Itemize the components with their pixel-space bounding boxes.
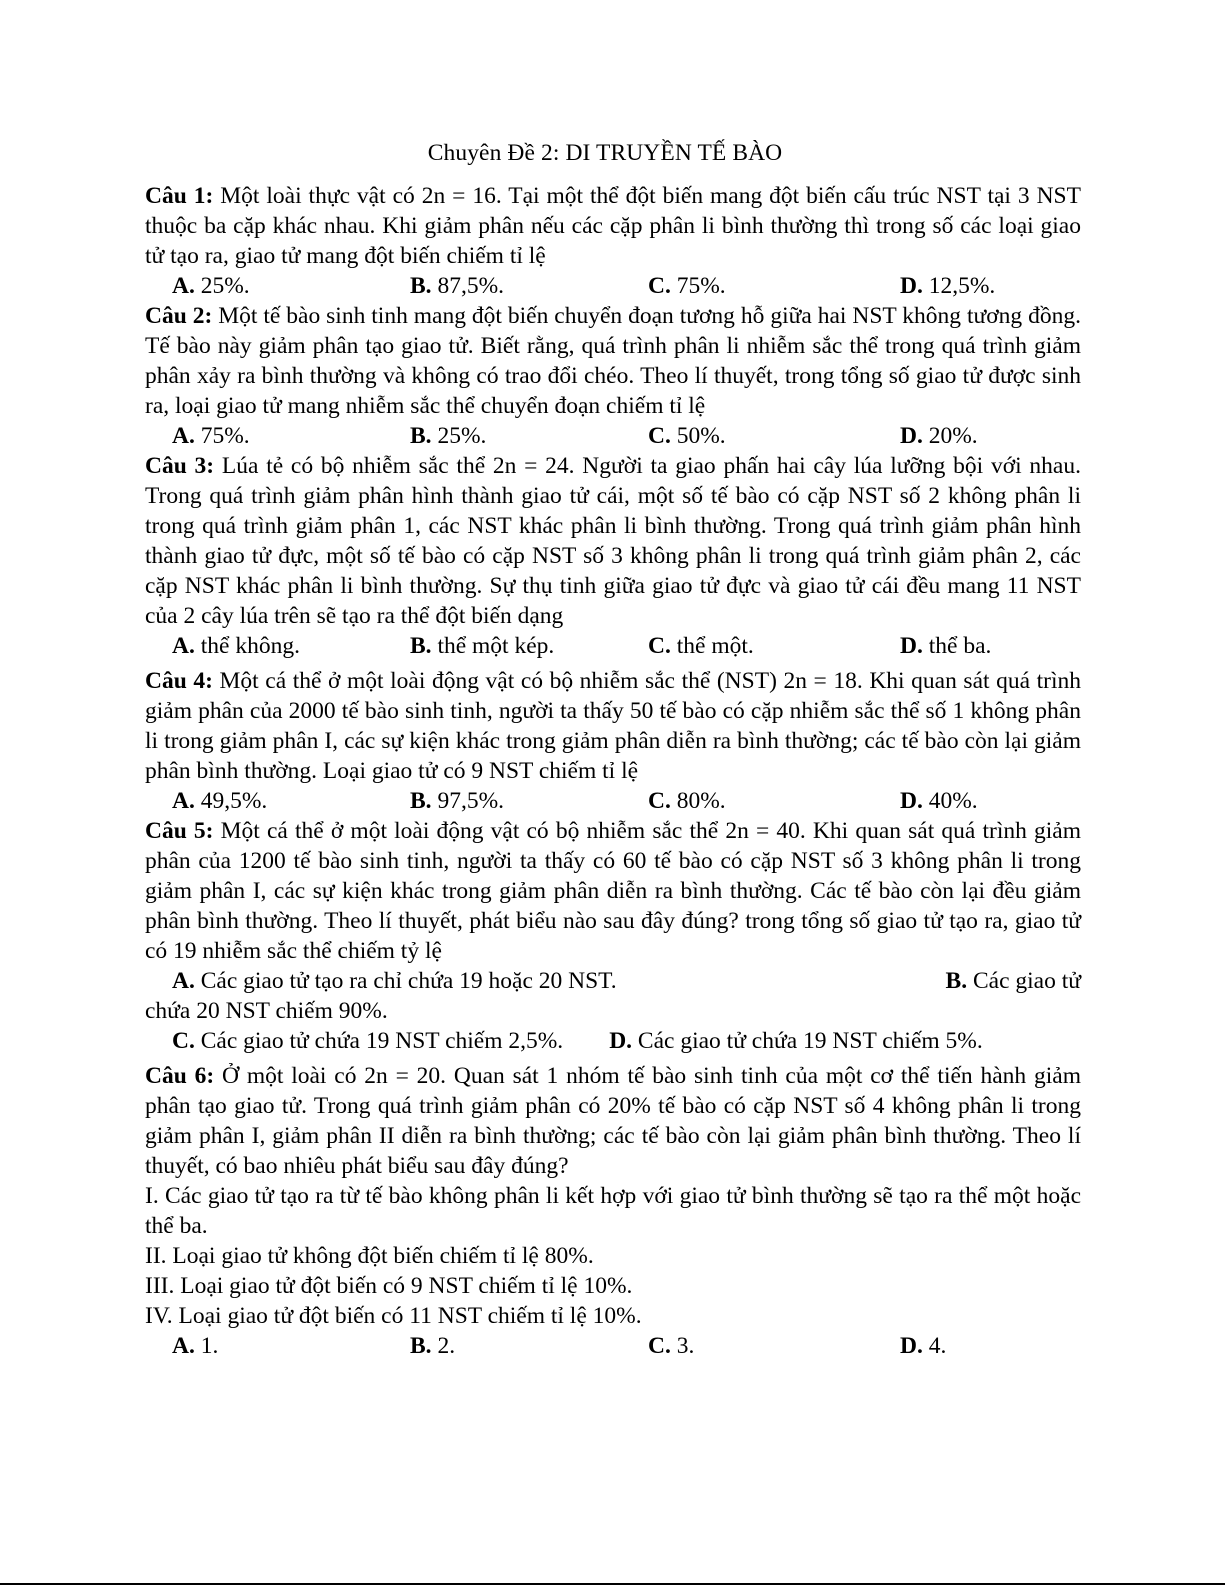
option-d bbox=[900, 271, 1090, 301]
option-c bbox=[648, 631, 900, 661]
option-b bbox=[946, 966, 1081, 996]
option-label: B. bbox=[410, 273, 432, 299]
question-label: Câu 6: bbox=[145, 1063, 215, 1089]
option-text: 50%. bbox=[670, 423, 726, 449]
option-text: 25%. bbox=[194, 273, 250, 299]
option-label: C. bbox=[648, 1333, 671, 1359]
statement-2: II. Loại giao tử không đột biến chiếm tỉ lệ 80%. bbox=[145, 1243, 594, 1269]
option-text: thể không. bbox=[194, 633, 300, 659]
option-c bbox=[648, 1331, 900, 1361]
option-d bbox=[900, 421, 1090, 451]
option-label: A. bbox=[172, 633, 195, 659]
question-label: Câu 5: bbox=[145, 818, 214, 844]
option-text: 4. bbox=[922, 1333, 947, 1359]
option-a bbox=[172, 966, 617, 996]
option-label: A. bbox=[172, 423, 195, 449]
option-a bbox=[172, 421, 410, 451]
option-text: 1. bbox=[194, 1333, 219, 1359]
option-a bbox=[172, 1331, 410, 1361]
option-text: 25%. bbox=[431, 423, 487, 449]
option-b bbox=[410, 1331, 648, 1361]
answer-options bbox=[145, 421, 1081, 451]
question-label: Câu 4: bbox=[145, 668, 213, 694]
question-label: Câu 3: bbox=[145, 453, 215, 479]
option-label: D. bbox=[900, 788, 923, 814]
option-label: D. bbox=[900, 273, 923, 299]
option-label: B. bbox=[410, 423, 432, 449]
option-b bbox=[410, 421, 648, 451]
option-label: C. bbox=[648, 633, 671, 659]
statement-1: I. Các giao tử tạo ra từ tế bào không phân li kết hợp với giao tử bình thường sẽ tạo ra thể một hoặc thể ba. bbox=[145, 1183, 1081, 1239]
option-b-continued: chứa 20 NST chiếm 90%. bbox=[145, 998, 388, 1024]
document-body bbox=[145, 138, 1081, 1361]
option-label: B. bbox=[945, 968, 968, 994]
option-text: 97,5%. bbox=[431, 788, 505, 814]
option-label: B. bbox=[410, 788, 432, 814]
option-label: C. bbox=[648, 788, 671, 814]
option-text: 2. bbox=[431, 1333, 456, 1359]
question-4 bbox=[145, 666, 1081, 816]
answer-options bbox=[145, 1331, 1081, 1361]
option-text: 40%. bbox=[922, 788, 978, 814]
question-stem bbox=[145, 1061, 1081, 1181]
option-b bbox=[410, 271, 648, 301]
statement-3: III. Loại giao tử đột biến có 9 NST chiếm tỉ lệ 10%. bbox=[145, 1273, 633, 1299]
answer-options bbox=[145, 786, 1081, 816]
option-text: Các giao tử chứa 19 NST chiếm 2,5%. bbox=[194, 1028, 564, 1054]
option-text: thể một kép. bbox=[431, 633, 555, 659]
option-label: A. bbox=[172, 1333, 195, 1359]
option-text: 75%. bbox=[670, 273, 726, 299]
question-6 bbox=[145, 1061, 1081, 1361]
option-text: 80%. bbox=[670, 788, 726, 814]
option-label: C. bbox=[648, 423, 671, 449]
option-label: B. bbox=[410, 1333, 432, 1359]
option-a bbox=[172, 631, 410, 661]
option-d bbox=[900, 631, 1090, 661]
question-stem bbox=[145, 816, 1081, 966]
option-a bbox=[172, 271, 410, 301]
option-c bbox=[648, 786, 900, 816]
option-d bbox=[900, 786, 1090, 816]
option-d bbox=[609, 1026, 983, 1056]
question-label: Câu 1: bbox=[145, 183, 214, 209]
question-text: Lúa tẻ có bộ nhiễm sắc thể 2n = 24. Người ta giao phấn hai cây lúa lưỡng bội với nhau. Trong quá trình giảm phân hình thành giao tử cái, một số tế bào có cặp NST số 2 không phân li trong quá trình giảm phân 1, các NST khác phân li bình thường. Trong quá trình giảm phân hình thành giao tử đực, một số tế bào có cặp NST số 3 không phân li trong quá trình giảm phân 2, các cặp NST khác phân li bình thường. Sự thụ tinh giữa giao tử đực và giao tử cái đều mang 11 NST của 2 cây lúa trên sẽ tạo ra thể đột biến dạng bbox=[145, 453, 1081, 629]
option-text: Các giao tử bbox=[967, 968, 1081, 994]
question-stem bbox=[145, 451, 1081, 631]
question-text: Một tế bào sinh tinh mang đột biến chuyển đoạn tương hỗ giữa hai NST không tương đồng. Tế bào này giảm phân tạo giao tử. Biết rằng, quá trình phân li nhiễm sắc thể trong quá trình giảm phân xảy ra bình thường và không có trao đổi chéo. Theo lí thuyết, trong tổng số giao tử được sinh ra, loại giao tử mang nhiễm sắc thể chuyển đoạn chiếm tỉ lệ bbox=[145, 303, 1081, 419]
option-text: Các giao tử tạo ra chỉ chứa 19 hoặc 20 NST. bbox=[194, 968, 617, 994]
option-text: 49,5%. bbox=[194, 788, 268, 814]
question-text: Một loài thực vật có 2n = 16. Tại một thể đột biến mang đột biến cấu trúc NST tại 3 NST thuộc ba cặp khác nhau. Khi giảm phân nếu các cặp phân li bình thường thì trong số các loại giao tử tạo ra, giao tử mang đột biến chiếm tỉ lệ bbox=[145, 183, 1081, 269]
question-3 bbox=[145, 451, 1081, 661]
option-text: Các giao tử chứa 19 NST chiếm 5%. bbox=[632, 1028, 983, 1054]
document-title: Chuyên Đề 2: DI TRUYỀN TẾ BÀO bbox=[427, 140, 783, 166]
question-text: Một cá thể ở một loài động vật có bộ nhiễm sắc thể (NST) 2n = 18. Khi quan sát quá trình giảm phân của 2000 tế bào sinh tinh, người ta thấy 50 tế bào có cặp nhiễm sắc thể số 1 không phân li trong giảm phân I, các sự kiện khác trong giảm phân diễn ra bình thường; các tế bào còn lại giảm phân bình thường. Loại giao tử có 9 NST chiếm tỉ lệ bbox=[145, 668, 1081, 784]
answer-options bbox=[145, 631, 1081, 661]
option-b bbox=[410, 786, 648, 816]
question-text: Một cá thể ở một loài động vật có bộ nhiễm sắc thể 2n = 40. Khi quan sát quá trình giảm phân của 1200 tế bào sinh tinh, người ta thấy có 60 tế bào có cặp NST số 3 không phân li trong giảm phân I, các sự kiện khác trong giảm phân diễn ra bình thường. Các tế bào còn lại đều giảm phân bình thường. Theo lí thuyết, phát biểu nào sau đây đúng? trong tổng số giao tử tạo ra, giao tử có 19 nhiễm sắc thể chiếm tỷ lệ bbox=[145, 818, 1081, 964]
answer-options bbox=[145, 271, 1081, 301]
question-stem bbox=[145, 181, 1081, 271]
option-c bbox=[648, 271, 900, 301]
question-stem bbox=[145, 666, 1081, 786]
option-text: thể một. bbox=[670, 633, 754, 659]
option-label: C. bbox=[172, 1028, 195, 1054]
option-b bbox=[410, 631, 648, 661]
option-d bbox=[900, 1331, 1090, 1361]
option-text: 87,5%. bbox=[431, 273, 505, 299]
question-5 bbox=[145, 816, 1081, 1056]
option-label: D. bbox=[609, 1028, 633, 1054]
option-text: 12,5%. bbox=[922, 273, 996, 299]
option-label: A. bbox=[172, 788, 195, 814]
statement-4: IV. Loại giao tử đột biến có 11 NST chiếm tỉ lệ 10%. bbox=[145, 1303, 642, 1329]
option-label: D. bbox=[900, 1333, 923, 1359]
option-label: D. bbox=[900, 633, 923, 659]
question-1 bbox=[145, 181, 1081, 301]
option-label: D. bbox=[900, 423, 923, 449]
option-text: 75%. bbox=[194, 423, 250, 449]
answer-options-row-1 bbox=[145, 966, 1081, 996]
option-c bbox=[172, 1026, 563, 1056]
option-label: A. bbox=[172, 273, 195, 299]
question-label: Câu 2: bbox=[145, 303, 213, 329]
answer-options-row-2 bbox=[145, 1026, 1081, 1056]
option-c bbox=[648, 421, 900, 451]
question-stem bbox=[145, 301, 1081, 421]
question-2 bbox=[145, 301, 1081, 451]
option-label: B. bbox=[410, 633, 432, 659]
question-text: Ở một loài có 2n = 20. Quan sát 1 nhóm tế bào sinh tinh của một cơ thể tiến hành giảm phân tạo giao tử. Trong quá trình giảm phân có 20% tế bào có cặp NST số 4 không phân li trong giảm phân I, giảm phân II diễn ra bình thường; các tế bào còn lại giảm phân bình thường. Theo lí thuyết, có bao nhiêu phát biểu sau đây đúng? bbox=[145, 1063, 1081, 1179]
option-text: 20%. bbox=[922, 423, 978, 449]
option-label: A. bbox=[172, 968, 195, 994]
option-text: 3. bbox=[670, 1333, 695, 1359]
option-text: thể ba. bbox=[922, 633, 992, 659]
option-a bbox=[172, 786, 410, 816]
option-label: C. bbox=[648, 273, 671, 299]
